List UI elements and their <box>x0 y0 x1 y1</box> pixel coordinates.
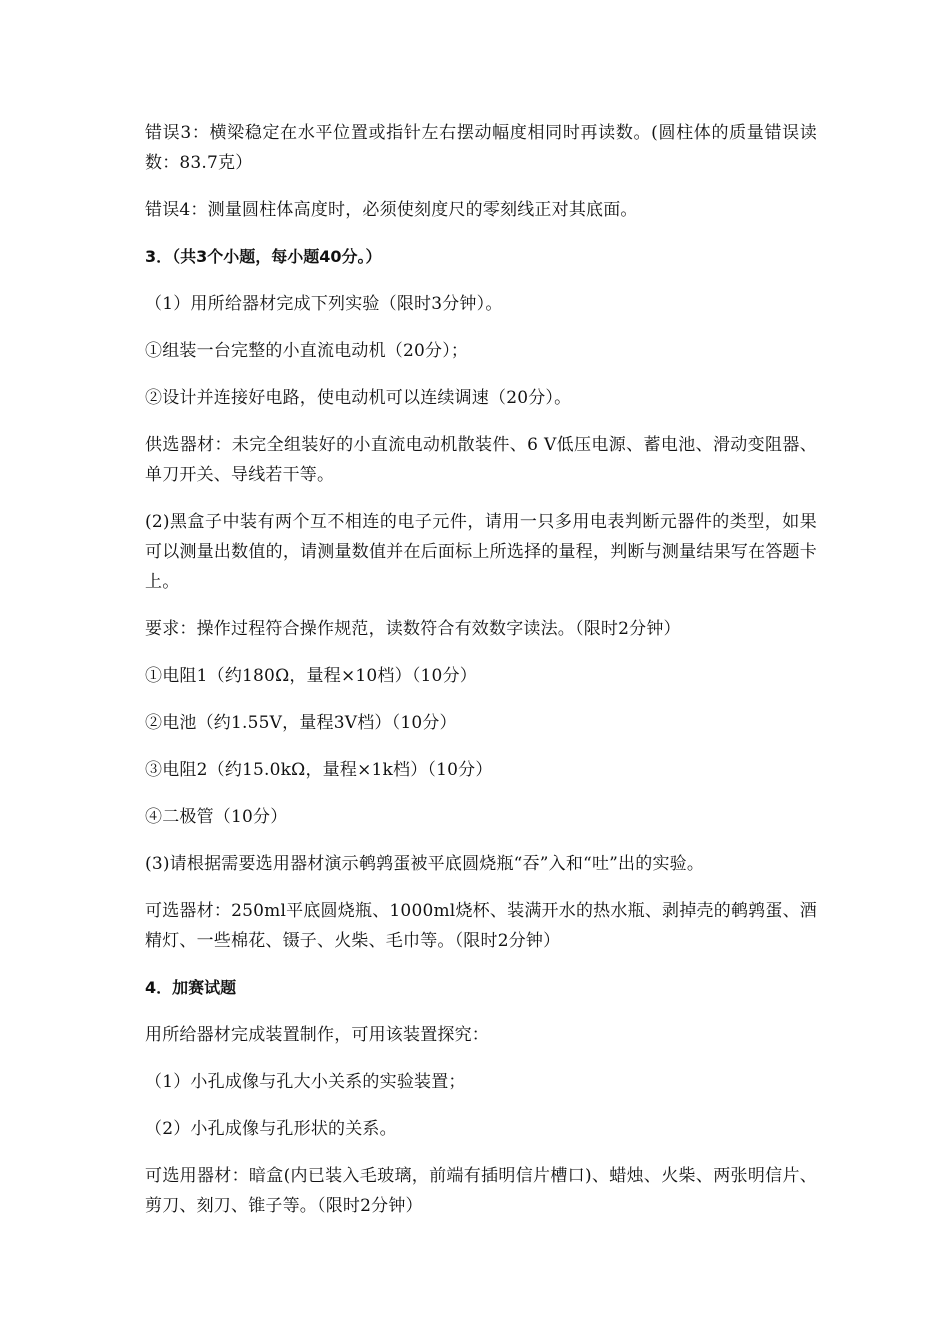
question-3-2-intro: (2)黑盒子中装有两个互不相连的电子元件，请用一只多用电表判断元器件的类型，如果可以测量出数值的，请测量数值并在后面标上所选择的量程，判断与测量结果写在答题卡上。 <box>145 512 817 592</box>
question-4-item-2: （2）小孔成像与孔形状的关系。 <box>145 1119 397 1139</box>
question-3-3-materials: 可选器材：250ml平底圆烧瓶、1000ml烧杯、装满开水的热水瓶、剥掉壳的鹌鹑蛋、酒精灯、一些棉花、镊子、火柴、毛巾等。（限时2分钟） <box>145 901 817 951</box>
question-3-2-item-2: ②电池（约1.55V，量程3V档）（10分） <box>145 713 457 733</box>
error-4-paragraph: 错误4：测量圆柱体高度时，必须使刻度尺的零刻线正对其底面。 <box>145 200 638 220</box>
question-4-item-1: （1）小孔成像与孔大小关系的实验装置； <box>145 1072 466 1092</box>
question-3-heading: 3．（共3个小题，每小题40分。） <box>145 247 382 266</box>
question-3-1-intro: （1）用所给器材完成下列实验（限时3分钟）。 <box>145 294 503 314</box>
document-page <box>145 118 817 1238</box>
question-3-1-item-1: ①组装一台完整的小直流电动机（20分）； <box>145 341 469 361</box>
question-3-3-intro: (3)请根据需要选用器材演示鹌鹑蛋被平底圆烧瓶“吞”入和“吐”出的实验。 <box>145 854 705 874</box>
question-4-heading: 4．加赛试题 <box>145 978 237 997</box>
question-4-materials: 可选用器材：暗盒(内已装入毛玻璃，前端有插明信片槽口)、蜡烛、火柴、两张明信片、剪刀、刻刀、锥子等。（限时2分钟） <box>145 1166 817 1216</box>
question-3-1-item-2: ②设计并连接好电路，使电动机可以连续调速（20分）。 <box>145 388 572 408</box>
error-3-paragraph: 错误3：横梁稳定在水平位置或指针左右摆动幅度相同时再读数。(圆柱体的质量错误读数：83.7克） <box>145 123 817 173</box>
question-4-intro: 用所给器材完成装置制作，可用该装置探究： <box>145 1025 489 1045</box>
question-3-2-item-1: ①电阻1（约180Ω，量程×10档）（10分） <box>145 666 477 686</box>
question-3-2-requirement: 要求：操作过程符合操作规范，读数符合有效数字读法。（限时2分钟） <box>145 619 681 639</box>
question-3-1-materials: 供选器材：未完全组装好的小直流电动机散装件、6 V低压电源、蓄电池、滑动变阻器、单刀开关、导线若干等。 <box>145 435 817 485</box>
question-3-2-item-3: ③电阻2（约15.0kΩ，量程×1k档）（10分） <box>145 760 493 780</box>
question-3-2-item-4: ④二极管（10分） <box>145 807 288 827</box>
